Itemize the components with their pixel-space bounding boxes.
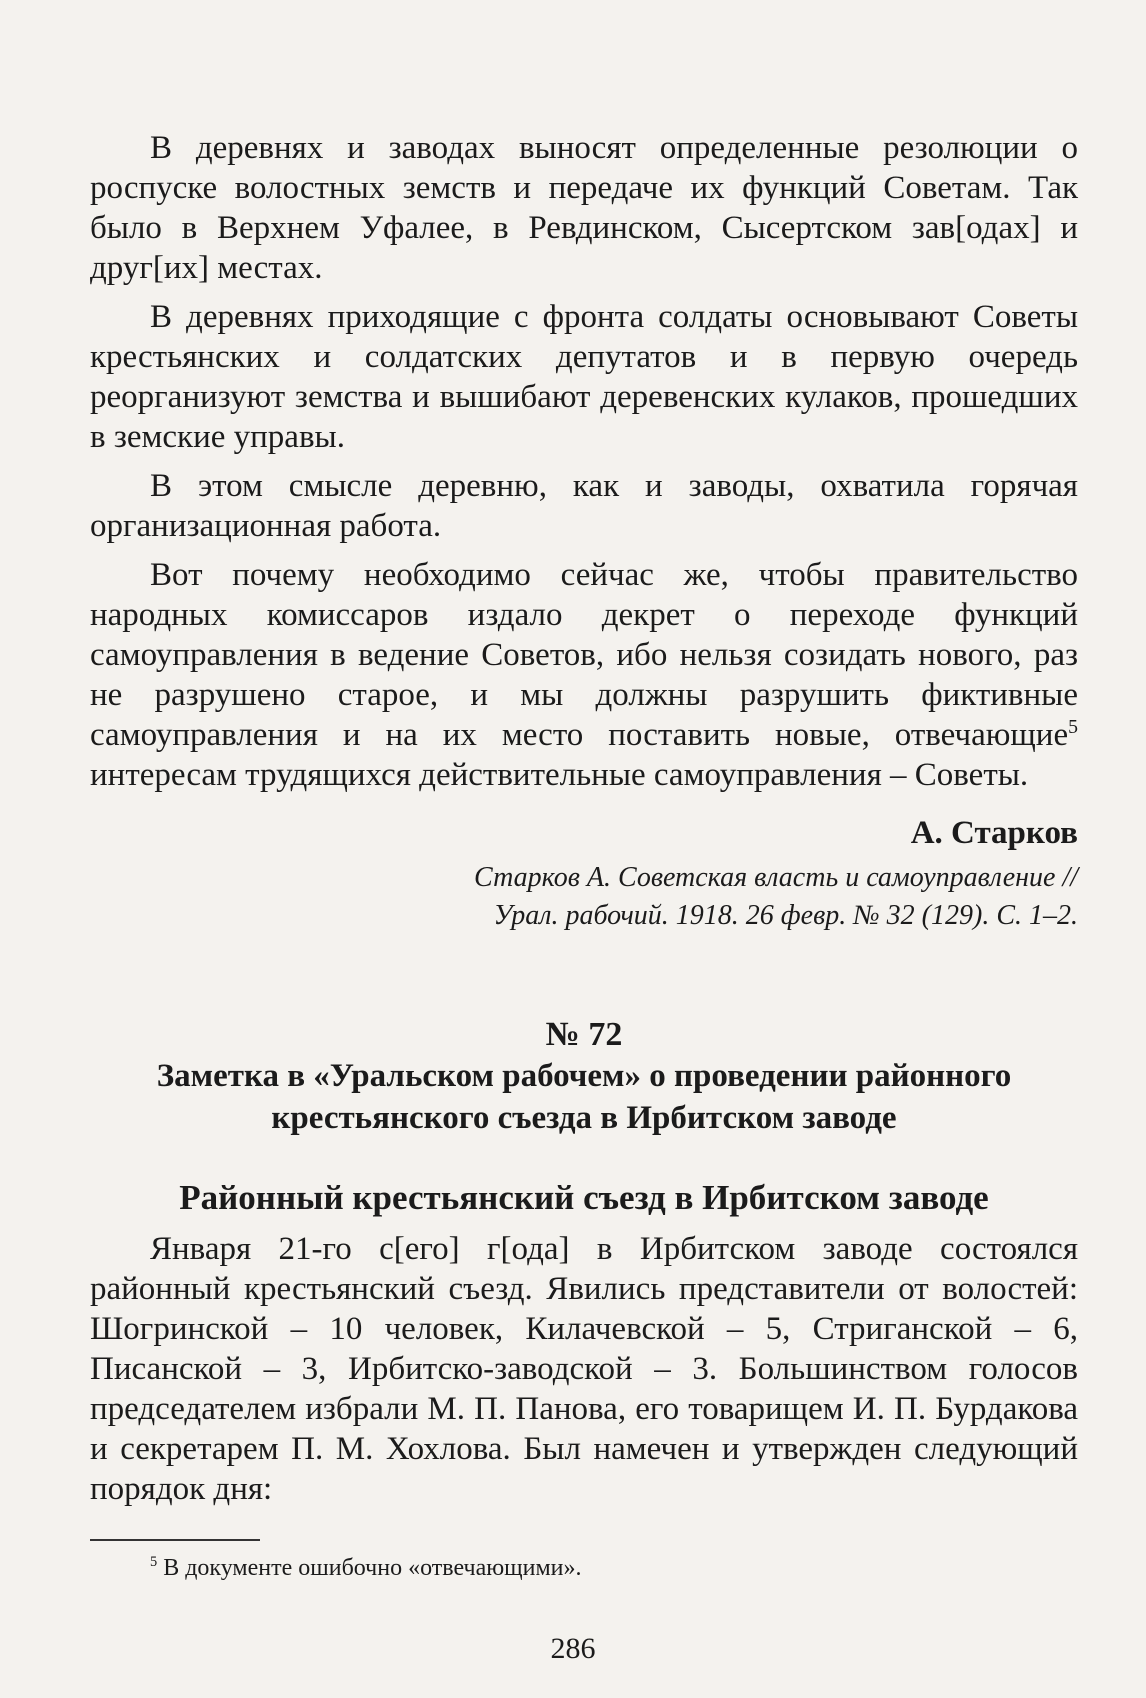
footnote-marker: 5: [150, 1554, 158, 1570]
document-title: Заметка в «Уральском рабочем» о проведении районного крестьянского съезда в Ирбитском заводе: [156, 1058, 1012, 1136]
paragraph-4-text: Вот почему необходимо сейчас же, чтобы правительство народных комиссаров издало декрет о переходе функций самоуправления в ведение Советов, ибо нельзя созидать нового, раз не разрушено старое, и мы должны разрушить фиктивные самоуправления и на их место поставить новые, отвечающие: [90, 557, 1078, 753]
citation-line-2: Урал. рабочий. 1918. 26 февр. № 32 (129). С. 1–2.: [493, 900, 1078, 931]
paragraph-4: [90, 555, 1078, 795]
footnote-reference: 5: [1068, 716, 1078, 738]
page-number: 286: [550, 1632, 596, 1665]
footnote-divider: [90, 1539, 260, 1541]
source-citation: [90, 859, 1078, 935]
document-number: № 72: [545, 1016, 623, 1053]
citation-line-1: Старков А. Советская власть и самоуправление //: [474, 862, 1078, 893]
main-text: [90, 128, 1078, 1583]
article-title: Районный крестьянский съезд в Ирбитском заводе: [179, 1178, 989, 1217]
paragraph-3: В этом смысле деревню, как и заводы, охватила горячая организационная работа.: [90, 468, 1078, 544]
author-signature: А. Старков: [910, 815, 1078, 851]
footnote: [90, 1553, 1078, 1583]
paragraph-1: В деревнях и заводах выносят определенные резолюции о роспуске волостных земств и передаче их функций Советам. Так было в Верхнем Уфалее, в Ревдинском, Сысертском зав[одах] и друг[их] местах.: [90, 130, 1078, 286]
paragraph-2: В деревнях приходящие с фронта солдаты основывают Советы крестьянских и солдатских депутатов и в первую очередь реорганизуют земства и вышибают деревенских кулаков, прошедших в земские управы.: [90, 299, 1078, 455]
paragraph-4-text-end: интересам трудящихся действительные самоуправления – Советы.: [90, 757, 1029, 793]
article-paragraph: Января 21-го с[его] г[ода] в Ирбитском заводе состоялся районный крестьянский съезд. Явились представители от волостей: Шогринской – 10 человек, Килачевской – 5, Стриганской – 6, Писанской – 3, Ирбитско-заводской – 3. Большинством голосов председателем избрали М. П. Панова, его товарищем И. П. Бурдакова и секретарем П. М. Хохлова. Был намечен и утвержден следующий порядок дня:: [90, 1231, 1078, 1507]
footnote-text: В документе ошибочно «отвечающими».: [157, 1555, 582, 1581]
